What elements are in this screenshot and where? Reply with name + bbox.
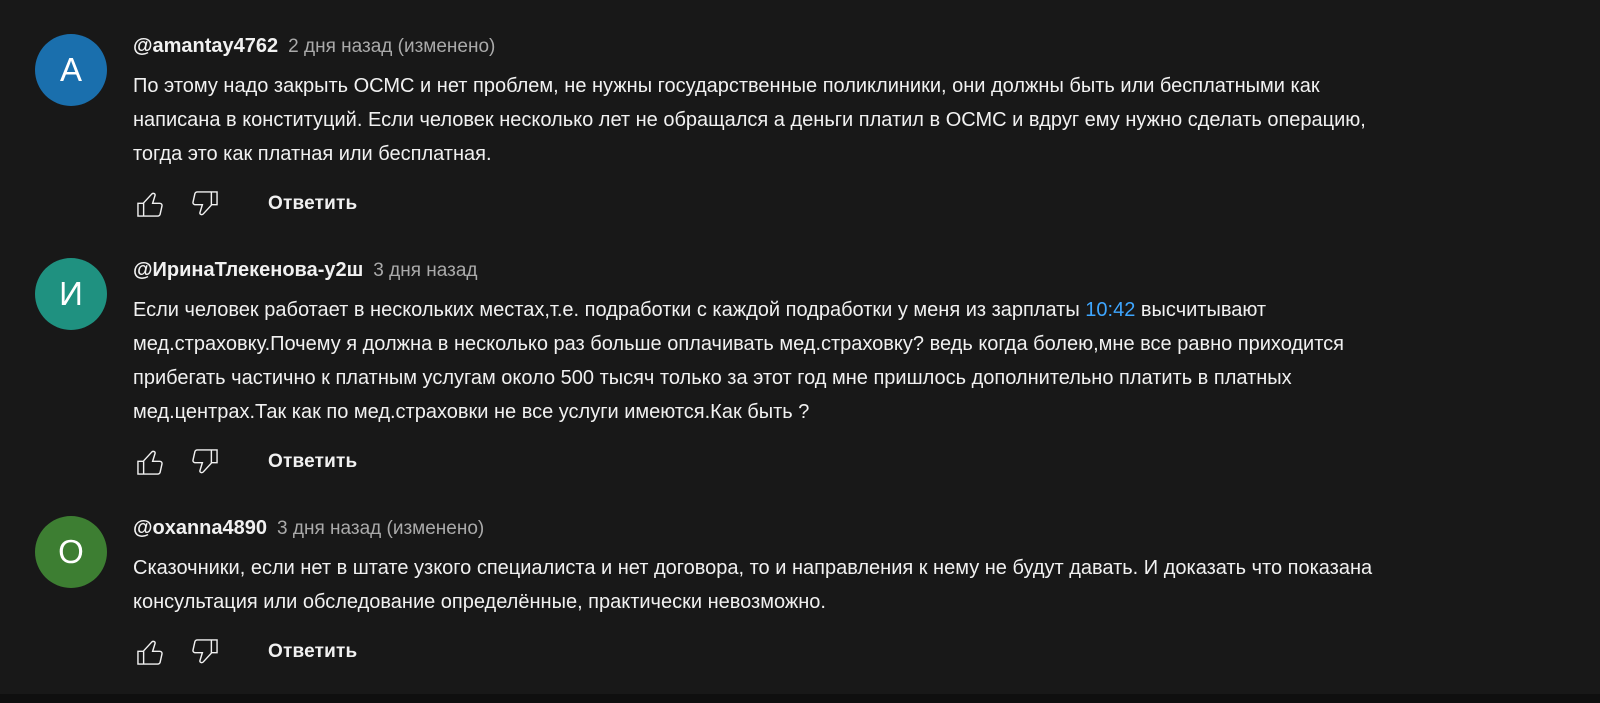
comment-timestamp[interactable]: 2 дня назад (изменено) — [288, 36, 496, 57]
avatar[interactable]: A — [35, 34, 107, 106]
comment-1 — [35, 34, 1555, 222]
comment-text — [133, 551, 1383, 619]
comment-author[interactable]: @amantay4762 — [133, 35, 279, 57]
comment-actions — [133, 444, 1555, 480]
comment-actions — [133, 186, 1555, 222]
comment-timestamp[interactable]: 3 дня назад (изменено) — [277, 518, 485, 539]
thumbs-up-icon — [133, 445, 167, 479]
comment-author[interactable]: @ИринаТлекенова-у2ш — [133, 259, 364, 281]
thumbs-up-icon — [133, 187, 167, 221]
comment-text-content: высчитывают мед.страховку.Почему я должна в несколько раз больше оплачивать мед.страховку? ведь когда болею,мне все равно приходится прибегать частично к платным услугам около 500 тысяч только за этот год мне пришлось дополнительно платить в платных мед.центрах.Так как по мед.страховки не все услуги имеются.Как быть ? — [133, 299, 1344, 423]
avatar[interactable]: И — [35, 258, 107, 330]
bottom-band — [0, 694, 1600, 703]
avatar[interactable]: O — [35, 516, 107, 588]
like-button[interactable] — [133, 187, 167, 221]
comment-timestamp[interactable]: 3 дня назад — [373, 260, 478, 281]
comment-content — [133, 258, 1555, 480]
comment-header — [133, 35, 1555, 58]
comment-content — [133, 516, 1555, 670]
comment-content — [133, 34, 1555, 222]
comment-text-content: По этому надо закрыть ОСМС и нет проблем, не нужны государственные поликлиники, они должны быть или бесплатными как написана в конституций. Если человек несколько лет не обращался а деньги платил в ОСМС и вдруг ему нужно сделать операцию, тогда это как платная или бесплатная. — [133, 75, 1366, 165]
video-timestamp-link[interactable]: 10:42 — [1085, 299, 1136, 321]
comment-text-content: Сказочники, если нет в штате узкого специалиста и нет договора, то и направления к нему не будут давать. И доказать что показана консультация или обследование определённые, практически невозможно. — [133, 557, 1373, 613]
dislike-button[interactable] — [188, 635, 222, 669]
reply-button[interactable]: Ответить — [268, 641, 358, 662]
like-button[interactable] — [133, 635, 167, 669]
comment-2 — [35, 258, 1555, 480]
comment-author[interactable]: @oxanna4890 — [133, 517, 268, 539]
comment-header — [133, 259, 1555, 282]
dislike-button[interactable] — [188, 445, 222, 479]
comment-text-content: Если человек работает в нескольких местах,т.е. подработки с каждой подработки у меня из зарплаты — [133, 299, 1086, 321]
thumbs-up-icon — [133, 635, 167, 669]
thumbs-down-icon — [188, 187, 222, 221]
thumbs-down-icon — [188, 445, 222, 479]
like-button[interactable] — [133, 445, 167, 479]
comment-actions — [133, 634, 1555, 670]
comment-text — [133, 69, 1383, 171]
reply-button[interactable]: Ответить — [268, 193, 358, 214]
comment-header — [133, 517, 1555, 540]
dislike-button[interactable] — [188, 187, 222, 221]
comment-3 — [35, 516, 1555, 670]
reply-button[interactable]: Ответить — [268, 451, 358, 472]
thumbs-down-icon — [188, 635, 222, 669]
comment-text — [133, 293, 1383, 429]
